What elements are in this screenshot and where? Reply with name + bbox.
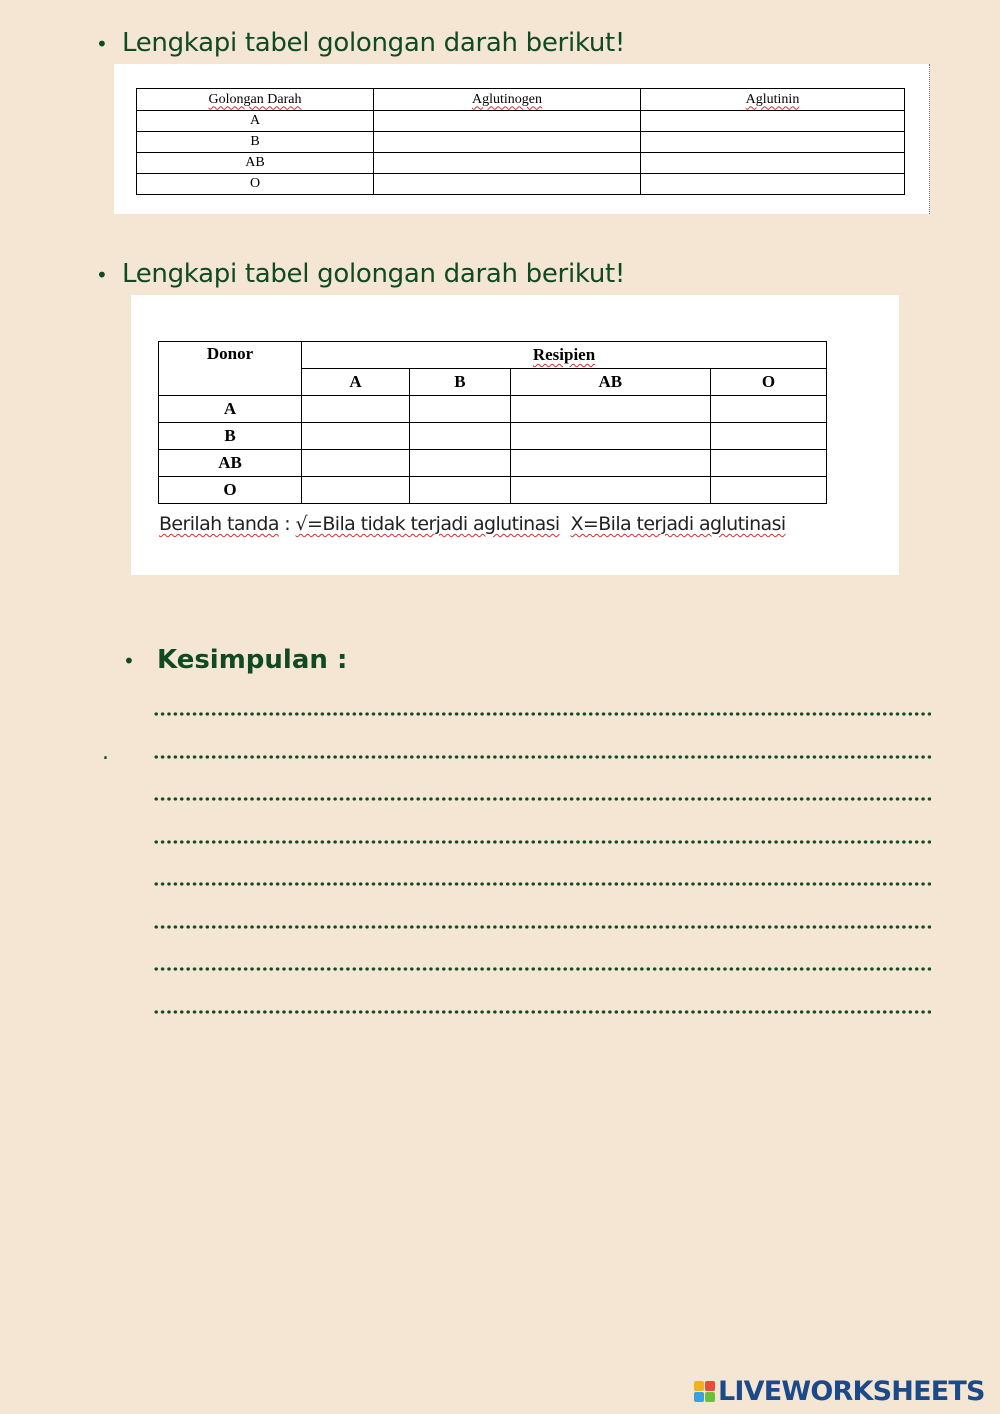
- answer-cell[interactable]: [410, 396, 510, 423]
- donor-label: O: [159, 477, 302, 504]
- header-aglutinin: Aglutinin: [641, 89, 905, 111]
- conclusion-heading: [123, 645, 347, 675]
- stray-dot: .: [102, 740, 109, 765]
- donor-label: A: [159, 396, 302, 423]
- donor-label: B: [159, 423, 302, 450]
- logo-text: LIVEWORKSHEETS: [718, 1375, 985, 1407]
- section1-heading-text: Lengkapi tabel golongan darah berikut!: [122, 28, 626, 58]
- aglutinin-cell[interactable]: [641, 153, 905, 174]
- answer-line[interactable]: [153, 925, 931, 929]
- recipient-col-b: B: [410, 369, 510, 396]
- answer-cell[interactable]: [302, 396, 410, 423]
- answer-cell[interactable]: [302, 477, 410, 504]
- table-row: [159, 423, 827, 450]
- table-row: [137, 174, 905, 195]
- row-label: B: [137, 132, 374, 153]
- answer-line[interactable]: [153, 1010, 931, 1014]
- legend-prefix: Berilah tanda: [159, 513, 279, 535]
- legend-check: √=Bila tidak terjadi aglutinasi: [295, 513, 560, 535]
- logo-square: [705, 1392, 715, 1402]
- table-header-row: [159, 342, 827, 369]
- aglutinogen-cell[interactable]: [374, 174, 641, 195]
- answer-cell[interactable]: [711, 450, 827, 477]
- answer-cell[interactable]: [510, 450, 710, 477]
- answer-line[interactable]: [153, 967, 931, 971]
- header-aglutinogen: Aglutinogen: [374, 89, 641, 111]
- donor-label: AB: [159, 450, 302, 477]
- legend-separator: :: [278, 513, 296, 535]
- answer-cell[interactable]: [410, 423, 510, 450]
- legend-cross: X=Bila terjadi aglutinasi: [570, 513, 786, 535]
- answer-cell[interactable]: [510, 423, 710, 450]
- recipient-col-ab: AB: [510, 369, 710, 396]
- table-row: [137, 132, 905, 153]
- header-golongan-darah: Golongan Darah: [137, 89, 374, 111]
- answer-line[interactable]: [153, 712, 931, 716]
- answer-line[interactable]: [153, 882, 931, 886]
- aglutinin-cell[interactable]: [641, 174, 905, 195]
- aglutinin-cell[interactable]: [641, 111, 905, 132]
- blood-type-table-panel: [114, 64, 930, 214]
- answer-cell[interactable]: [410, 477, 510, 504]
- aglutinin-cell[interactable]: [641, 132, 905, 153]
- answer-cell[interactable]: [302, 450, 410, 477]
- aglutinogen-cell[interactable]: [374, 111, 641, 132]
- answer-line[interactable]: [153, 840, 931, 844]
- row-label: O: [137, 174, 374, 195]
- recipient-col-o: O: [711, 369, 827, 396]
- bullet-icon: •: [96, 262, 108, 287]
- table-header-row: [137, 89, 905, 111]
- answer-cell[interactable]: [510, 477, 710, 504]
- answer-cell[interactable]: [510, 396, 710, 423]
- answer-cell[interactable]: [302, 423, 410, 450]
- section1-heading: [96, 28, 625, 58]
- answer-cell[interactable]: [410, 450, 510, 477]
- row-label: AB: [137, 153, 374, 174]
- donor-header: Donor: [159, 342, 302, 396]
- answer-cell[interactable]: [711, 477, 827, 504]
- logo-square: [694, 1381, 704, 1391]
- legend-text: [159, 513, 786, 535]
- liveworksheets-logo: [694, 1376, 985, 1406]
- aglutinogen-cell[interactable]: [374, 153, 641, 174]
- conclusion-heading-text: Kesimpulan :: [157, 645, 348, 675]
- row-label: A: [137, 111, 374, 132]
- logo-square: [705, 1381, 715, 1391]
- answer-cell[interactable]: [711, 396, 827, 423]
- section2-heading-text: Lengkapi tabel golongan darah berikut!: [122, 259, 626, 289]
- answer-cell[interactable]: [711, 423, 827, 450]
- table-row: [137, 111, 905, 132]
- aglutinogen-cell[interactable]: [374, 132, 641, 153]
- transfusion-table: [158, 341, 827, 504]
- transfusion-table-panel: [131, 295, 899, 575]
- blood-type-table: [136, 88, 905, 195]
- table-row: [159, 450, 827, 477]
- liveworksheets-logo-icon: [694, 1381, 715, 1402]
- answer-line[interactable]: [153, 755, 931, 759]
- logo-square: [694, 1392, 704, 1402]
- table-row: [159, 396, 827, 423]
- recipient-header: Resipien: [302, 342, 827, 369]
- bullet-icon: •: [123, 648, 135, 673]
- section2-heading: [96, 259, 625, 289]
- answer-line[interactable]: [153, 797, 931, 801]
- bullet-icon: •: [96, 31, 108, 56]
- table-row: [137, 153, 905, 174]
- recipient-col-a: A: [302, 369, 410, 396]
- table-row: [159, 477, 827, 504]
